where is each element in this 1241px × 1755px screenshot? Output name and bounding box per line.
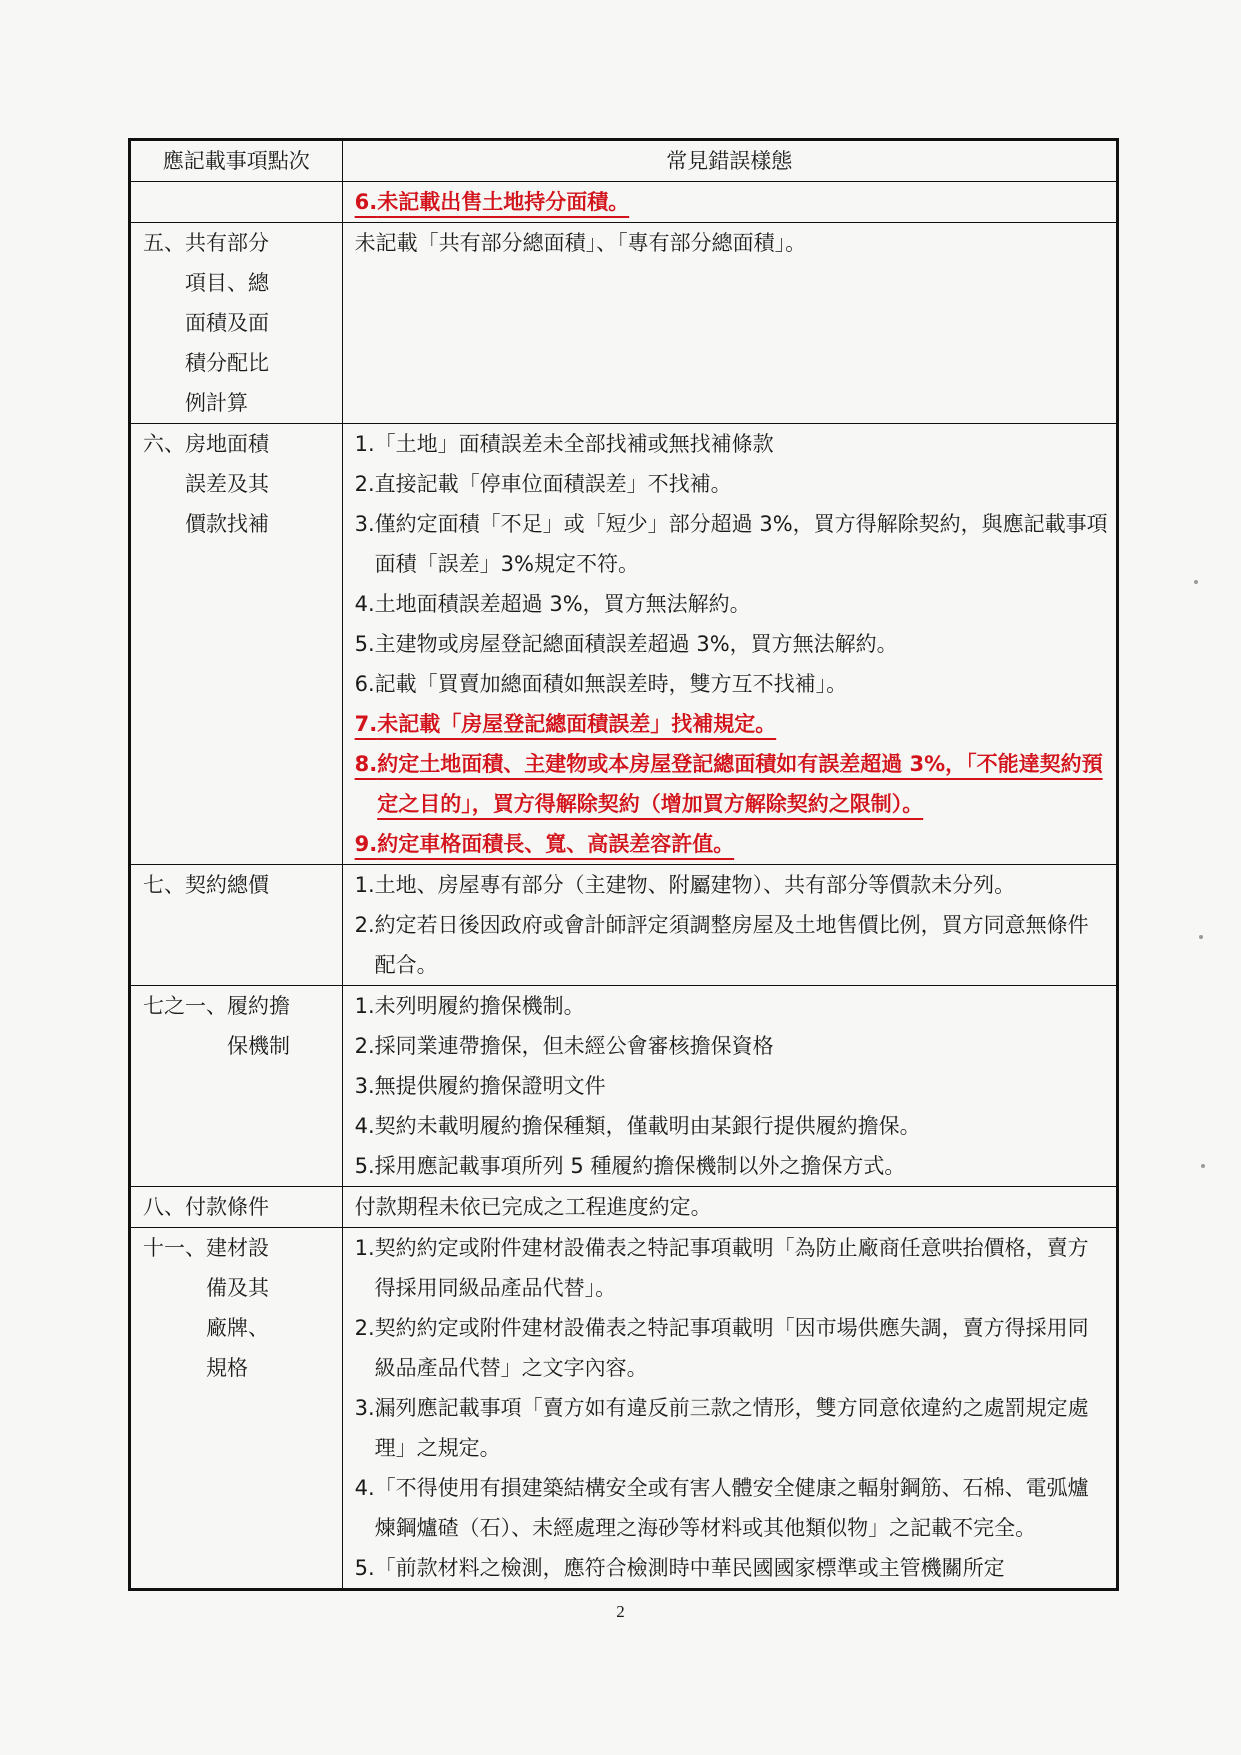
list-item: 4. 「不得使用有損建築結構安全或有害人體安全健康之輻射鋼筋、石棉、電弧爐煉鋼爐碴（石）、未經處理之海砂等材料或其他類似物」之記載不完全。 bbox=[354, 1476, 1089, 1540]
item-number: 七之一、 bbox=[143, 994, 227, 1018]
row-label-cell bbox=[130, 1228, 343, 1590]
row-label-cell bbox=[130, 1187, 343, 1228]
list-item: 2. 契約約定或附件建材設備表之特記事項載明「因市場供應失調，賣方得採用同級品產品代替」之文字內容。 bbox=[354, 1316, 1089, 1380]
page-number: 2 bbox=[616, 1602, 625, 1621]
list-item: 1. 契約約定或附件建材設備表之特記事項載明「為防止廠商任意哄抬價格，賣方得採用同級品產品代替」。 bbox=[354, 1236, 1089, 1300]
row-label-cell bbox=[130, 986, 343, 1187]
row-label-cell bbox=[130, 865, 343, 986]
list-item: 5. 主建物或房屋登記總面積誤差超過 3%，買方無法解約。 bbox=[354, 632, 898, 656]
row-content-cell bbox=[342, 424, 1117, 865]
list-item: 3. 僅約定面積「不足」或「短少」部分超過 3%，買方得解除契約，與應記載事項面積「誤差」3%規定不符。 bbox=[354, 512, 1108, 576]
item-title: 履約擔保機制 bbox=[227, 994, 290, 1058]
item-number: 六、 bbox=[143, 432, 185, 456]
list-item: 6. 記載「買賣加總面積如無誤差時，雙方互不找補」。 bbox=[354, 672, 848, 696]
row-label-cell bbox=[130, 424, 343, 865]
list-item-highlighted: 9. 約定車格面積長、寬、高誤差容許值。 bbox=[354, 832, 735, 856]
table-row bbox=[130, 865, 1118, 986]
header-error-column: 常見錯誤樣態 bbox=[342, 140, 1117, 182]
list-item: 6. 未記載出售土地持分面積。 bbox=[354, 190, 630, 214]
list-item: 3. 無提供履約擔保證明文件 bbox=[354, 1074, 606, 1098]
row-content-cell bbox=[342, 1187, 1117, 1228]
table-row bbox=[130, 986, 1118, 1187]
item-number: 五、 bbox=[143, 231, 185, 255]
item-number: 七、 bbox=[143, 873, 185, 897]
scan-speck bbox=[1201, 1164, 1205, 1168]
row-label-cell bbox=[130, 182, 343, 223]
list-item: 5. 採用應記載事項所列 5 種履約擔保機制以外之擔保方式。 bbox=[354, 1154, 906, 1178]
list-item: 付款期程未依已完成之工程進度約定。 bbox=[354, 1195, 712, 1219]
table-row bbox=[130, 223, 1118, 424]
scan-speck bbox=[1199, 935, 1203, 939]
list-item: 1. 「土地」面積誤差未全部找補或無找補條款 bbox=[354, 432, 774, 456]
item-title: 契約總價 bbox=[185, 873, 269, 897]
list-item: 未記載「共有部分總面積」、「專有部分總面積」。 bbox=[354, 231, 807, 255]
table-row bbox=[130, 1228, 1118, 1590]
row-content-cell bbox=[342, 182, 1117, 223]
item-number: 八、 bbox=[143, 1195, 185, 1219]
list-item: 1. 未列明履約擔保機制。 bbox=[354, 994, 585, 1018]
row-content-cell bbox=[342, 865, 1117, 986]
table-row bbox=[130, 182, 1118, 223]
list-item: 2. 約定若日後因政府或會計師評定須調整房屋及土地售價比例，買方同意無條件配合。 bbox=[354, 913, 1089, 977]
row-content-cell bbox=[342, 1228, 1117, 1590]
row-content-cell bbox=[342, 223, 1117, 424]
list-item: 2. 採同業連帶擔保，但未經公會審核擔保資格 bbox=[354, 1034, 774, 1058]
row-content-cell bbox=[342, 986, 1117, 1187]
table-header-row bbox=[130, 140, 1118, 182]
table-row bbox=[130, 424, 1118, 865]
list-item: 2. 直接記載「停車位面積誤差」不找補。 bbox=[354, 472, 732, 496]
header-item-column: 應記載事項點次 bbox=[130, 140, 343, 182]
item-title: 房地面積誤差及其價款找補 bbox=[185, 432, 269, 536]
item-title: 建材設備及其廠牌、規格 bbox=[206, 1236, 269, 1380]
item-title: 付款條件 bbox=[185, 1195, 269, 1219]
list-item-highlighted: 7. 未記載「房屋登記總面積誤差」找補規定。 bbox=[354, 712, 777, 736]
list-item: 4. 契約未載明履約擔保種類，僅載明由某銀行提供履約擔保。 bbox=[354, 1114, 921, 1138]
row-label-cell bbox=[130, 223, 343, 424]
error-patterns-table bbox=[128, 138, 1119, 1591]
list-item-highlighted: 8. 約定土地面積、主建物或本房屋登記總面積如有誤差超過 3%，「不能達契約預定之目的」，買方得解除契約（增加買方解除契約之限制）。 bbox=[354, 752, 1103, 816]
item-number: 十一、 bbox=[143, 1236, 206, 1260]
list-item: 4. 土地面積誤差超過 3%，買方無法解約。 bbox=[354, 592, 751, 616]
list-item: 3. 漏列應記載事項「賣方如有違反前三款之情形，雙方同意依違約之處罰規定處理」之規定。 bbox=[354, 1396, 1089, 1460]
list-item: 5. 「前款材料之檢測，應符合檢測時中華民國國家標準或主管機關所定 bbox=[354, 1556, 1005, 1580]
list-item: 1. 土地、房屋專有部分（主建物、附屬建物）、共有部分等價款未分列。 bbox=[354, 873, 1016, 897]
scan-speck bbox=[1194, 580, 1198, 584]
item-title: 共有部分項目、總面積及面積分配比例計算 bbox=[185, 231, 269, 415]
table-row bbox=[130, 1187, 1118, 1228]
